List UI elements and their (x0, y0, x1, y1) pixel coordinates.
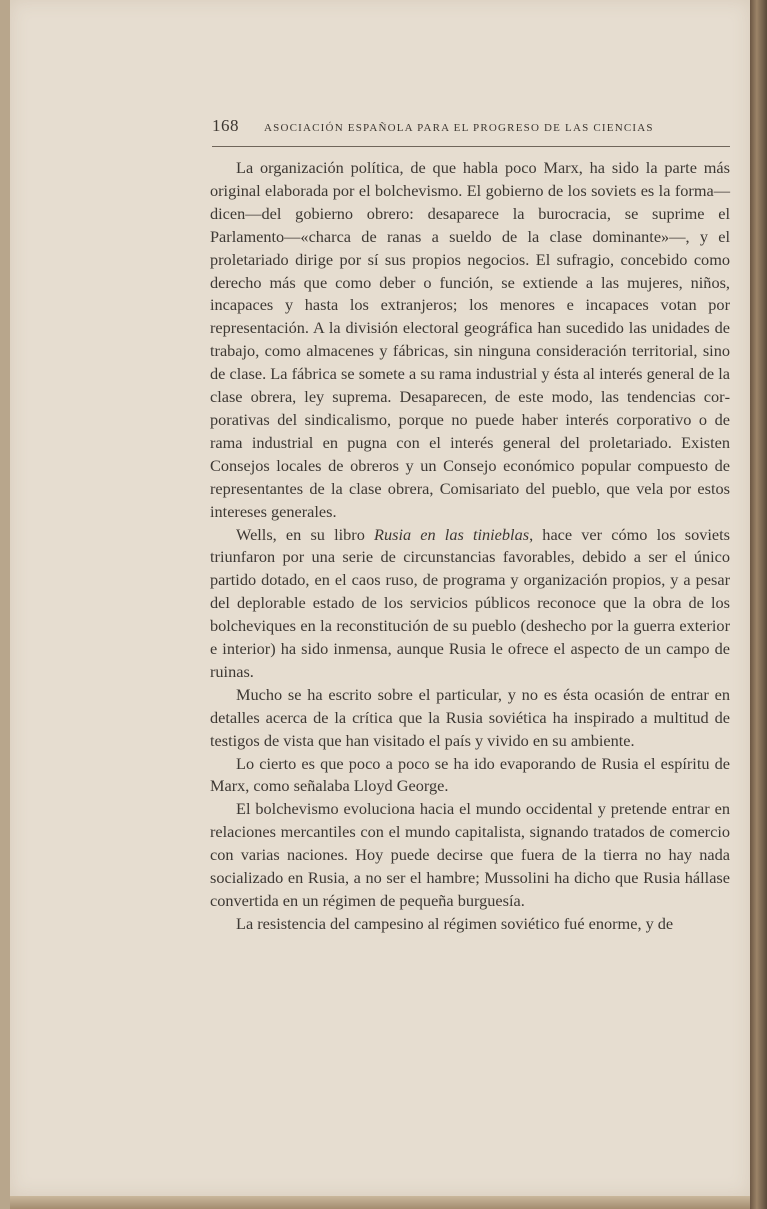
paragraph-2-lead: Wells, en su libro (236, 524, 375, 544)
book-title: Rusia en las tinieblas (374, 524, 530, 544)
page-edge-bottom (10, 1196, 750, 1209)
paragraph-2-rest: , hace ver cómo los soviets triunfaron por una serie de circunstancias favorables, debido a ser el único partido dotado, en el caos ruso, de programa y organización propios, y a pesar del deplorable estado de los servicios públicos reconoce que la obra de los bolcheviques en la reconstitución de su pueblo (deshecho por la guerra exterior e interior) ha sido inmensa, aunque Rusia le ofrece el aspecto de un campo de ruinas. (210, 524, 730, 681)
paragraph-4: Lo cierto es que poco a poco se ha ido evaporando de Rusia el espíritu de Marx, como señalaba Lloyd George. (210, 753, 730, 796)
page-number: 168 (212, 116, 239, 135)
book-page (10, 0, 750, 1196)
page-edge-right (750, 0, 767, 1209)
paragraph-2 (210, 524, 730, 684)
paragraph-5: El bolchevismo evoluciona hacia el mundo occidental y pretende entrar en relaciones mercantiles con el mundo capitalista, signando tratados de comercio con varias naciones. Hoy puede decirse que fuera de la tierra no hay nada socializado en Rusia, a no ser el hambre; Mussolini ha dicho que Rusia hállase convertida en un régimen de pequeña burguesía. (210, 799, 730, 910)
paragraph-1: La organización política, de que habla poco Marx, ha sido la parte más original elaborada por el bolchevismo. El gobierno de los soviets es la forma—dicen—del gobierno obrero: desaparece la burocracia, se suprime el Parlamento—«charca de ranas a sueldo de la clase dominante»—, y el proletariado dirige por sí sus propios negocios. El sufragio, concebido como derecho más que como deber o función, se extiende a las mujeres, niños, incapaces y hasta los extranjeros; los menores e incapaces votan por representación. A la división electoral geográfica han sucedido las unidades de trabajo, como almacenes y fábricas, sin ninguna consideración territorial, sino de clase. La fábrica se somete a su rama industrial y ésta al interés general de la clase obrera, ley suprema. Desaparecen, de este modo, las tendencias corporativas del sindicalismo, porque no puede haber interés corporativo o de rama industrial en pugna con el interés general del proletariado. Existen Consejos locales de obreros y un Consejo económico popular compuesto de representantes de la clase obrera, Comisariato del pueblo, que vela por estos intereses generales. (210, 158, 730, 521)
page-header (212, 116, 730, 147)
body-text (210, 157, 730, 936)
paragraph-6: La resistencia del campesino al régimen soviético fué enorme, y de (236, 913, 674, 933)
running-title: ASOCIACIÓN ESPAÑOLA PARA EL PROGRESO DE LAS CIENCIAS (264, 122, 654, 134)
paragraph-3: Mucho se ha escrito sobre el particular, y no es ésta ocasión de entrar en detalles acerca de la crítica que la Rusia soviética ha inspirado a multitud de testigos de vista que han visitado el país y vivido en su ambiente. (210, 684, 730, 750)
